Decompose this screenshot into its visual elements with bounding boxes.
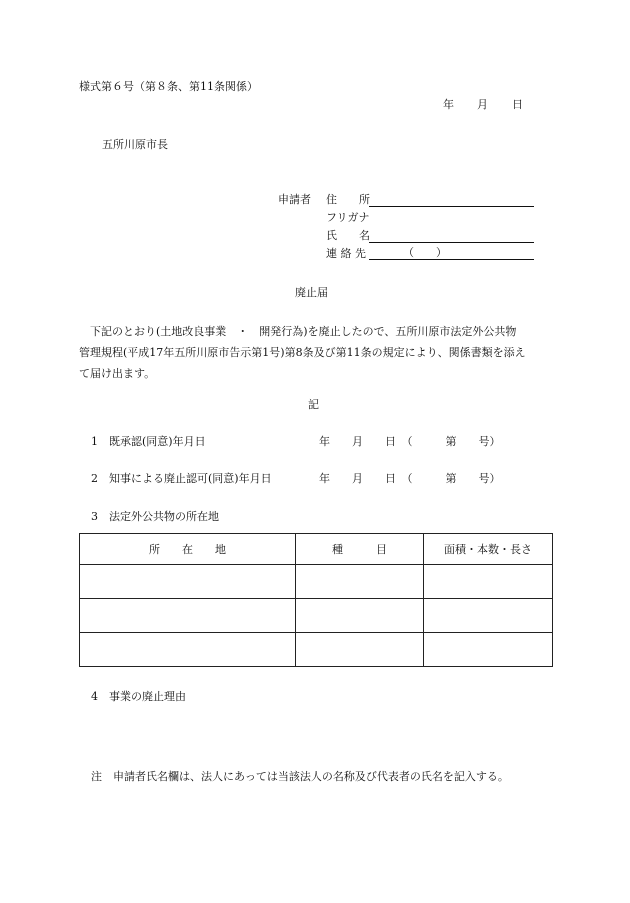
item-1-number: 1 xyxy=(91,435,98,448)
location-table xyxy=(79,533,553,667)
table-cell[interactable] xyxy=(296,633,424,667)
header-area: 面積・本数・長さ xyxy=(424,534,553,565)
item-3-label: 法定外公共物の所在地 xyxy=(109,510,219,523)
applicant-label: 申請者 xyxy=(278,193,311,206)
item-2-date: 年 月 日 （ 第 号） xyxy=(319,472,501,485)
item-2-label: 知事による廃止認可(同意)年月日 xyxy=(109,472,272,485)
table-row xyxy=(80,565,553,599)
name-field[interactable] xyxy=(369,229,534,243)
table-header-row xyxy=(80,534,553,565)
table-cell[interactable] xyxy=(80,633,296,667)
body-text xyxy=(79,321,553,384)
date-day-label: 日 xyxy=(512,98,523,111)
footnote: 注 申請者氏名欄は、法人にあっては当該法人の名称及び代表者の氏名を記入する。 xyxy=(91,770,509,783)
table-row xyxy=(80,633,553,667)
furigana-label: フリガナ xyxy=(326,211,370,224)
form-id: 様式第６号（第８条、第11条関係） xyxy=(79,80,258,93)
table-cell[interactable] xyxy=(424,599,553,633)
table-cell[interactable] xyxy=(424,633,553,667)
contact-field[interactable] xyxy=(369,247,534,260)
table-cell[interactable] xyxy=(424,565,553,599)
item-3-number: 3 xyxy=(91,510,98,523)
address-field[interactable] xyxy=(369,193,534,207)
address-label: 住 所 xyxy=(326,193,370,206)
contact-parens: （ ） xyxy=(403,246,447,259)
name-label: 氏 名 xyxy=(326,229,370,242)
body-line-3: て届け出ます。 xyxy=(79,367,156,380)
contact-label: 連 絡 先 xyxy=(326,247,366,260)
item-4-label: 事業の廃止理由 xyxy=(109,690,186,703)
table-cell[interactable] xyxy=(296,599,424,633)
item-2-number: 2 xyxy=(91,472,98,485)
ki-heading: 記 xyxy=(308,398,319,411)
table-cell[interactable] xyxy=(80,565,296,599)
table-row xyxy=(80,599,553,633)
item-4-number: 4 xyxy=(91,690,98,703)
item-1-date: 年 月 日 （ 第 号） xyxy=(319,435,501,448)
header-type: 種 目 xyxy=(296,534,424,565)
body-line-2: 管理規程(平成17年五所川原市告示第1号)第8条及び第11条の規定により、関係書類を添え xyxy=(79,346,526,359)
header-location: 所 在 地 xyxy=(80,534,296,565)
table-cell[interactable] xyxy=(80,599,296,633)
date-year-label: 年 xyxy=(443,98,454,111)
item-1-label: 既承認(同意)年月日 xyxy=(109,435,206,448)
body-line-1: 下記のとおり(土地改良事業 ・ 開発行為)を廃止したので、五所川原市法定外公共物 xyxy=(90,325,517,338)
date-month-label: 月 xyxy=(477,98,488,111)
addressee: 五所川原市長 xyxy=(102,138,168,151)
table-cell[interactable] xyxy=(296,565,424,599)
document-title: 廃止届 xyxy=(295,286,328,299)
